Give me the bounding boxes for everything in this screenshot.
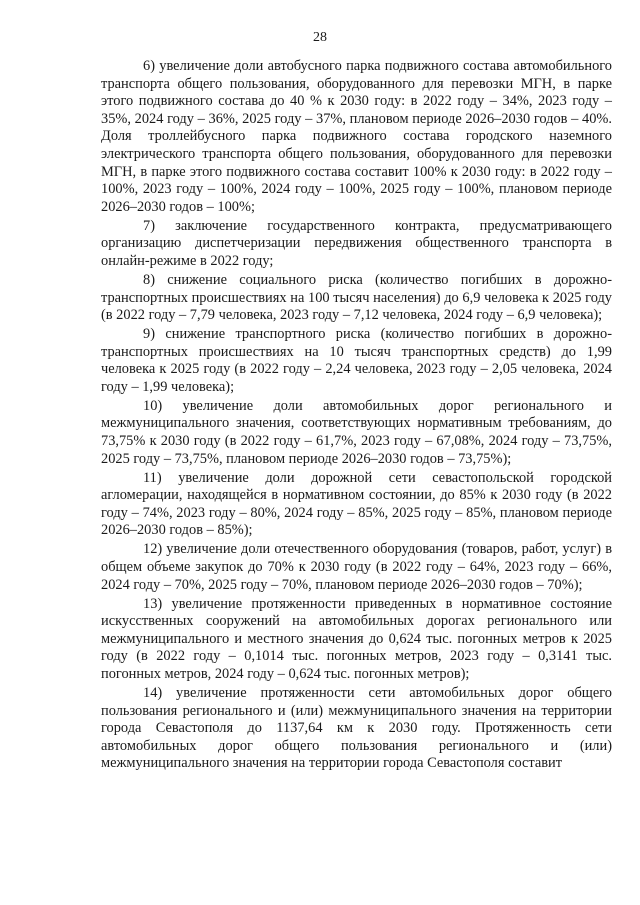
paragraph-11: 11) увеличение доли дорожной сети севастопольской городской агломерации, находящейся в нормативном состоянии, до 85% к 2030 году (в 2022 году – 74%, 2023 году – 80%, 2024 году – 85%, 2025 году – 85%, плановом периоде 2026–2030 годов – 85%); — [101, 469, 612, 539]
paragraph-8: 8) снижение социального риска (количество погибших в дорожно-транспортных происшествиях на 100 тысяч населения) до 6,9 человека к 2025 году (в 2022 году – 7,79 человека, 2023 году – 7,12 человека, 2024 году – 6,9 человека); — [101, 271, 612, 324]
document-body — [101, 58, 612, 774]
paragraph-13: 13) увеличение протяженности приведенных в нормативное состояние искусственных сооружений на автомобильных дорогах регионального или межмуниципального и местного значения до 0,624 тыс. погонных метров к 2025 году (в 2022 году – 0,1014 тыс. погонных метров, 2023 году – 0,3141 тыс. погонных метров, 2024 году – 0,624 тыс. погонных метров); — [101, 595, 612, 682]
paragraph-10: 10) увеличение доли автомобильных дорог регионального и межмуниципального значения, соответствующих нормативным требованиям, до 73,75% к 2030 году (в 2022 году – 61,7%, 2023 году – 67,08%, 2024 году – 73,75%, 2025 году – 73,75%, плановом периоде 2026–2030 годов – 73,75%); — [101, 397, 612, 467]
paragraph-9: 9) снижение транспортного риска (количество погибших в дорожно-транспортных происшествиях на 10 тысяч транспортных средств) до 1,99 человека к 2025 году (в 2022 году – 2,24 человека, 2023 году – 2,05 человека, 2024 году – 1,99 человека); — [101, 326, 612, 395]
paragraph-12: 12) увеличение доли отечественного оборудования (товаров, работ, услуг) в общем объеме закупок до 70% к 2030 году (в 2022 году – 64%, 2023 году – 66%, 2024 году – 70%, 2025 году – 70%, плановом периоде 2026–2030 годов – 70%); — [101, 541, 612, 593]
paragraph-7: 7) заключение государственного контракта, предусматривающего организацию диспетчеризации передвижения общественного транспорта в онлайн-режиме в 2022 году; — [101, 217, 612, 269]
paragraph-14: 14) увеличение протяженности сети автомобильных дорог общего пользования регионального и (или) межмуниципального значения на территории города Севастополя до 1137,64 км к 2030 году. Протяженность сети автомобильных дорог общего пользования регионального и (или) межмуниципального значения на территории города Севастополя составит — [101, 684, 612, 772]
paragraph-6: 6) увеличение доли автобусного парка подвижного состава автомобильного транспорта общего пользования, оборудованного для перевозки МГН, в парке этого подвижного состава до 40 % к 2030 году: в 2022 году – 34%, 2023 году – 35%, 2024 году – 36%, 2025 году – 37%, плановом периоде 2026–2030 годов – 40%. Доля троллейбусного парка подвижного состава городского наземного электрического транспорта общего пользования, оборудованного для перевозки МГН, в парке этого подвижного состава составит 100% к 2030 году: в 2022 году – 100%, 2023 году – 100%, 2024 году – 100%, 2025 году – 100%, плановом периоде 2026–2030 годов – 100%; — [101, 58, 612, 215]
page-number: 28 — [313, 30, 327, 45]
